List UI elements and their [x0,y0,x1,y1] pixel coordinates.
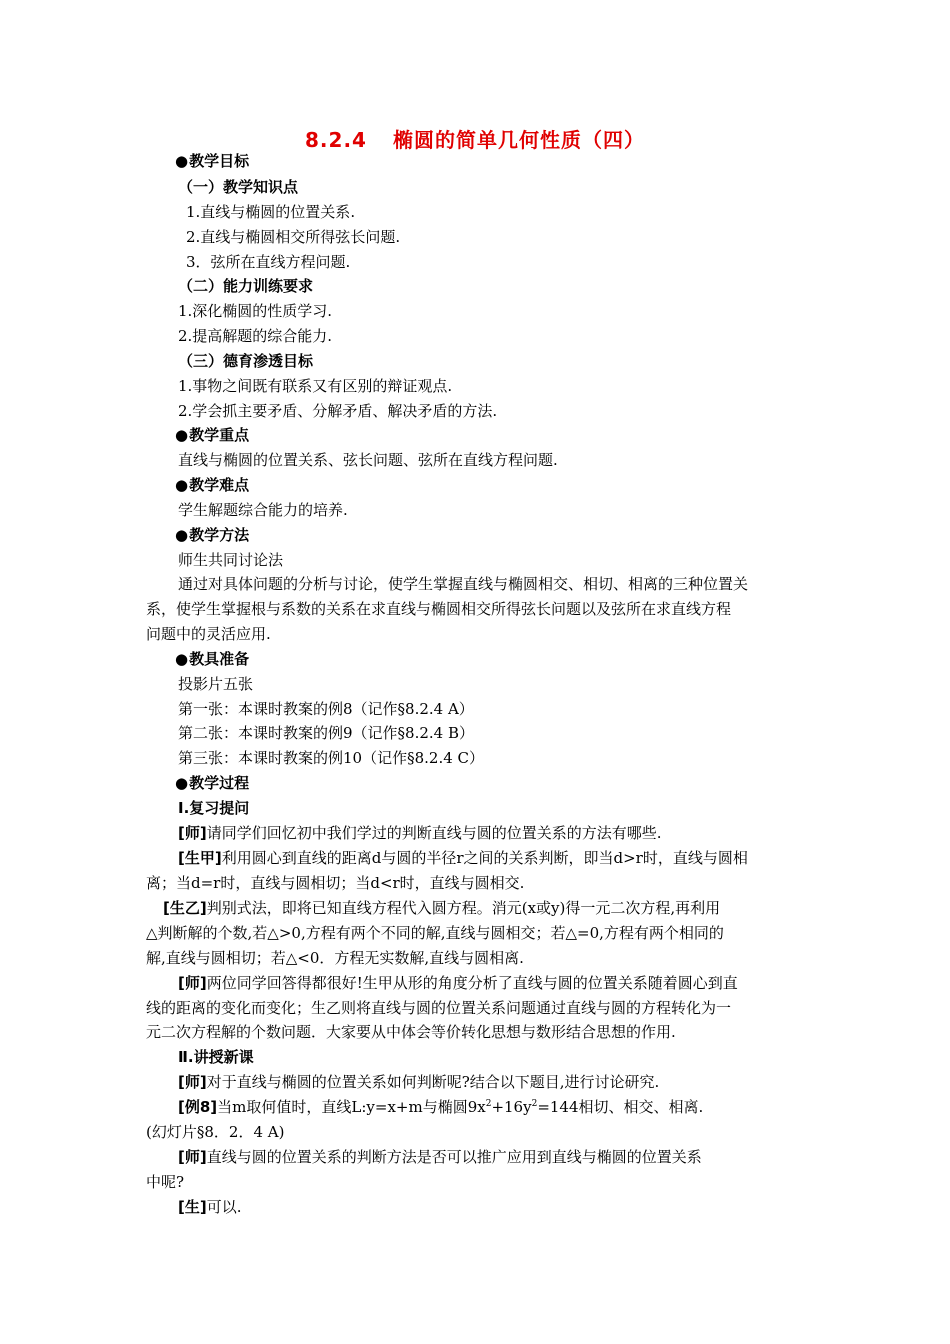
paragraph: 直线与椭圆的位置关系、弦长问题、弦所在直线方程问题. [178,451,558,469]
dialogue-line: △判断解的个数,若△>0,方程有两个不同的解,直线与圆相交；若△=0,方程有两个相同的 [146,924,724,942]
speaker-label: [生甲] [178,849,222,867]
dialogue-line: [师]两位同学回答得都很好!生甲从形的角度分析了直线与圆的位置关系随着圆心到直 [178,974,738,992]
dialogue-line: 元二次方程解的个数问题．大家要从中体会等价转化思想与数形结合思想的作用. [146,1023,676,1041]
dialogue-line: [生甲]利用圆心到直线的距离d与圆的半径r之间的关系判断，即当d>r时，直线与圆相 [178,849,748,867]
section-heading-process: ●教学过程 [175,774,250,792]
example-line: [例8]当m取何值时，直线L:y=x+m与椭圆$9x^2+16y^2=144$相切、相交、相离. [178,1098,704,1116]
page-title [0,124,950,153]
dialogue-line: [师]对于直线与椭圆的位置关系如何判断呢?结合以下题目,进行讨论研究. [178,1073,660,1091]
subheading-ability: （二）能力训练要求 [178,277,314,295]
dialogue-line: [生]可以. [178,1198,242,1216]
speaker-label: [师] [178,1148,207,1166]
list-item: 1.深化椭圆的性质学习. [178,302,333,320]
speaker-label: [师] [178,974,207,992]
section-heading-methods: ●教学方法 [175,526,250,544]
list-item: 2.学会抓主要矛盾、分解矛盾、解决矛盾的方法. [178,402,498,420]
bullet-icon: ● [175,526,189,544]
dialogue-line: 离；当d=r时，直线与圆相切；当d<r时，直线与圆相交. [146,874,525,892]
paragraph-line: 通过对具体问题的分析与讨论，使学生掌握直线与椭圆相交、相切、相离的三种位置关 [178,575,749,593]
title-number: 8.2.4 [305,128,367,152]
dialogue-line: [生乙]判别式法，即将已知直线方程代入圆方程。消元(x或y)得一元二次方程,再利用 [163,899,721,917]
paragraph: 学生解题综合能力的培养. [178,501,348,519]
section-heading-materials: ●教具准备 [175,650,250,668]
list-item: 第三张：本课时教案的例10（记作§8.2.4 C） [178,749,485,767]
paragraph: 师生共同讨论法 [178,551,284,569]
bullet-icon: ● [175,426,189,444]
list-item: 2.提高解题的综合能力. [178,327,333,345]
speaker-label: [师] [178,824,207,842]
paragraph-line: 问题中的灵活应用. [146,625,271,643]
section-heading-difficulties: ●教学难点 [175,476,250,494]
list-item: 1.直线与椭圆的位置关系. [186,203,356,221]
subheading-moral: （三）德育渗透目标 [178,352,314,370]
bullet-icon: ● [175,650,189,668]
part-heading-review: Ⅰ.复习提问 [178,799,250,817]
slide-reference: (幻灯片§8．2．4 A) [146,1123,285,1141]
speaker-label: [师] [178,1073,207,1091]
list-item: 1.事物之间既有联系又有区别的辩证观点. [178,377,453,395]
list-item: 第一张：本课时教案的例8（记作§8.2.4 A） [178,700,474,718]
dialogue-line: 线的距离的变化而变化；生乙则将直线与圆的位置关系问题通过直线与圆的方程转化为一 [146,999,732,1017]
speaker-label: [生] [178,1198,207,1216]
part-heading-new-lesson: Ⅱ.讲授新课 [178,1048,254,1066]
bullet-icon: ● [175,476,189,494]
bullet-icon: ● [175,774,189,792]
dialogue-line: 解,直线与圆相切；若△<0．方程无实数解,直线与圆相离. [146,949,524,967]
dialogue-line: [师]请同学们回忆初中我们学过的判断直线与圆的位置关系的方法有哪些. [178,824,662,842]
paragraph-line: 系，使学生掌握根与系数的关系在求直线与椭圆相交所得弦长问题以及弦所在求直线方程 [146,600,732,618]
section-heading-objectives: ●教学目标 [175,152,250,170]
title-text: 椭圆的简单几何性质（四） [392,128,645,152]
dialogue-line: [师]直线与圆的位置关系的判断方法是否可以推广应用到直线与椭圆的位置关系 [178,1148,702,1166]
list-item: 2.直线与椭圆相交所得弦长问题. [186,228,401,246]
bullet-icon: ● [175,152,189,170]
section-heading-key-points: ●教学重点 [175,426,250,444]
speaker-label: [例8] [178,1098,218,1116]
speaker-label: [生乙] [163,899,207,917]
list-item: 第二张：本课时教案的例9（记作§8.2.4 B） [178,724,475,742]
dialogue-line: 中呢? [146,1173,185,1191]
subheading-knowledge: （一）教学知识点 [178,178,299,196]
paragraph: 投影片五张 [178,675,254,693]
list-item: 3．弦所在直线方程问题. [186,253,351,271]
